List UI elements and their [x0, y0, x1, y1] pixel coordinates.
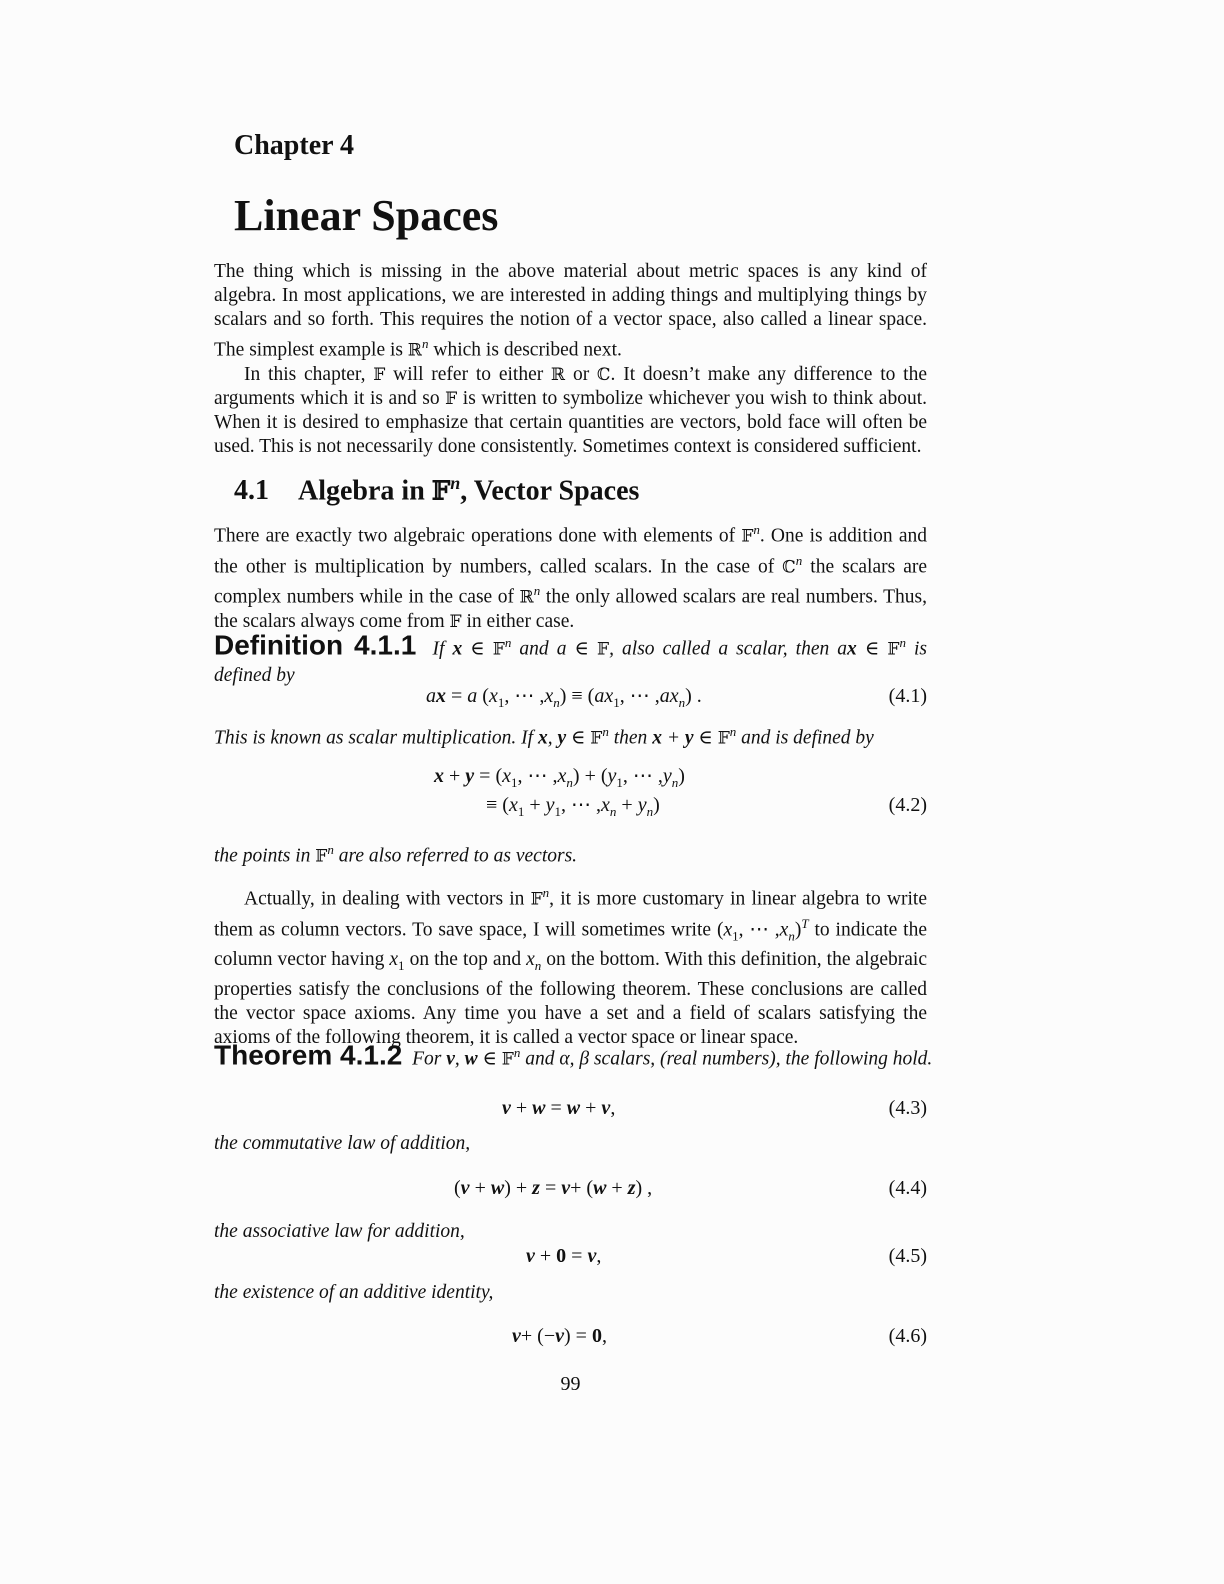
- equation-number: (4.4): [888, 1177, 927, 1199]
- equation-number: (4.6): [888, 1325, 927, 1347]
- caption-identity: the existence of an additive identity,: [214, 1282, 494, 1303]
- theorem-label: Theorem 4.1.2: [214, 1039, 403, 1071]
- equation-4-3: v + w = w + v, (4.3): [502, 1097, 927, 1119]
- intro-text: [214, 260, 927, 459]
- page-number: 99: [560, 1373, 581, 1395]
- theorem: [214, 1039, 933, 1073]
- equation-4-4: (v + w) + z = v+ (w + z) , (4.4): [454, 1177, 927, 1199]
- column-vectors-text: Actually, in dealing with vectors in 𝔽$^n$, it is more customary in linear algebra to write them as column vectors. To save space, I will sometimes write ($x_1$, ⋯ $,x_n)^T$ to indicate the column vector having $x_1$ on the top and $x_n$ on the bottom. With this definition, the algebraic properties satisfy the conclusions of the following theorem. These conclusions are called the vector space axioms. Any time you have a set and a field of scalars satisfying the axioms of the following theorem, it is called a vector space or linear space.: [214, 885, 927, 1048]
- equation-4-6: v+ (−v) = 0, (4.6): [512, 1325, 927, 1347]
- vectors-remark: the points in 𝔽$^n$ are also referred to as vectors.: [214, 842, 578, 867]
- chapter-title: Linear Spaces: [234, 191, 499, 240]
- caption-associative: the associative law for addition,: [214, 1221, 465, 1242]
- scalar-mult-text: This is known as scalar multiplication. If x, y ∈ 𝔽$^n$ then x + y ∈ 𝔽$^n$ and is defined by: [214, 724, 874, 749]
- definition: [214, 630, 927, 689]
- section-paragraph: There are exactly two algebraic operations done with elements of 𝔽$^n$. One is addition and the other is multiplication by numbers, called scalars. In the case of ℂ$^n$ the scalars are complex numbers while in the case of ℝ$^n$ the only allowed scalars are real numbers. Thus, the scalars always come from 𝔽 in either case.: [214, 522, 927, 632]
- section-number: 4.1: [234, 475, 269, 507]
- equation-number: (4.2): [888, 794, 927, 816]
- equation-4-5: v + 0 = v, (4.5): [526, 1245, 927, 1267]
- equation-number: (4.5): [888, 1245, 927, 1267]
- chapter-label: Chapter 4: [234, 130, 355, 161]
- intro-paragraph-2: In this chapter, 𝔽 will refer to either ℝ or ℂ. It doesn’t make any difference to the arguments which it is and so 𝔽 is written to symbolize whichever you wish to think about. When it is desired to emphasize that certain quantities are vectors, bold face will often be used. This is not necessarily done consistently. Sometimes context is considered sufficient.: [214, 363, 928, 457]
- equation-4-2: ≡ ($x_1 + y_1$, ⋯ $,x_n + y_n$) (4.2): [486, 794, 927, 819]
- definition-label: Definition 4.1.1: [214, 629, 417, 661]
- section-text: [214, 518, 927, 634]
- equation-4-1: ax = a ($x_1$, ⋯ $,x_n) \equiv (ax_1$, ⋯ $,ax_n$) . (4.1): [426, 685, 927, 710]
- section-heading: 4.1 Algebra in 𝔽$^n$, Vector Spaces: [234, 473, 640, 507]
- theorem-text: Theorem 4.1.2 For v, w ∈ 𝔽$^n$ and α, β scalars, (real numbers), the following hold.: [214, 1039, 933, 1071]
- equation-number: (4.1): [888, 685, 927, 707]
- definition-text: Definition 4.1.1 If x ∈ 𝔽$^n$ and a ∈ 𝔽, also called a scalar, then ax ∈ 𝔽$^n$ is defined by: [214, 629, 928, 686]
- caption-commutative: the commutative law of addition,: [214, 1133, 471, 1154]
- intro-paragraph-1: The thing which is missing in the above material about metric spaces is any kind of algebra. In most applications, we are interested in adding things and multiplying things by scalars and so forth. This requires the notion of a vector space, also called a linear space. The simplest example is ℝ$^n$ which is described next.: [214, 261, 927, 361]
- equation-number: (4.3): [888, 1097, 927, 1119]
- equation-4-2-line-1: $x + y = (x_1$, ⋯ $,x_n) + (y_1$, ⋯ $,y_n$): [434, 765, 685, 790]
